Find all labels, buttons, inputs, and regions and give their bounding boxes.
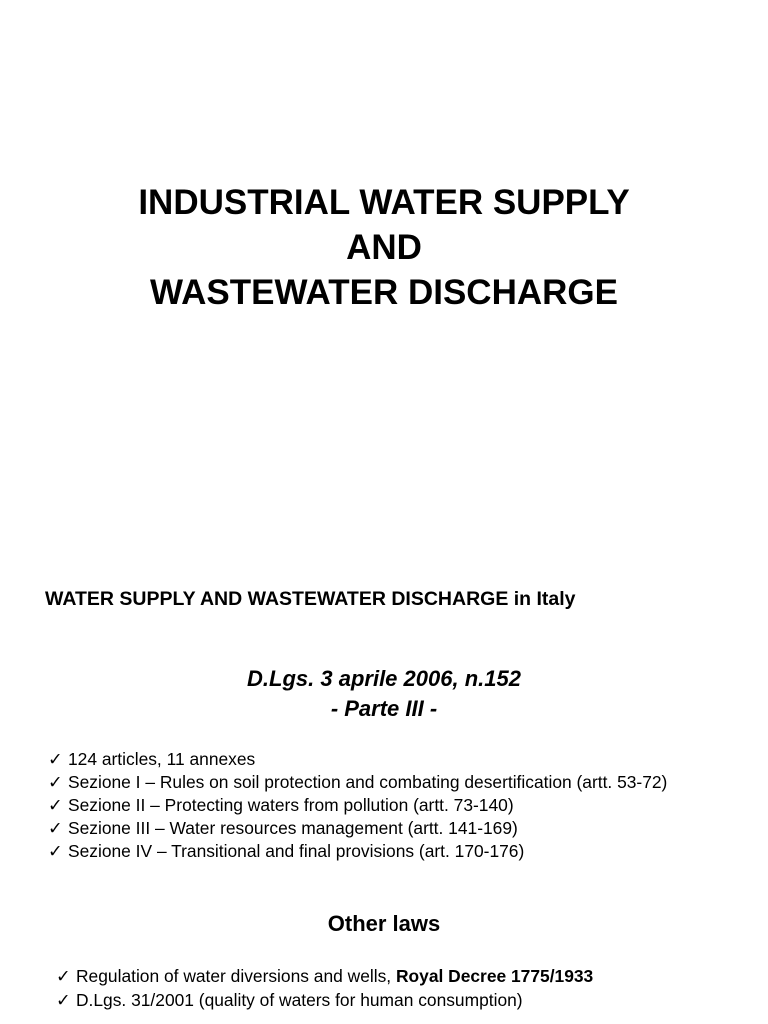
other-laws-heading: Other laws bbox=[327, 911, 441, 936]
checkmark-icon: ✓ bbox=[48, 818, 63, 838]
document-title bbox=[0, 180, 768, 315]
checkmark-icon: ✓ bbox=[48, 795, 63, 815]
list-item bbox=[56, 988, 736, 1012]
list-item bbox=[48, 840, 722, 863]
list-item-text: Sezione IV – Transitional and final provisions (art. 170-176) bbox=[68, 841, 525, 861]
law-reference bbox=[0, 664, 768, 724]
list-item bbox=[48, 817, 722, 840]
title-line-1: INDUSTRIAL WATER SUPPLY bbox=[138, 183, 630, 222]
law-contents-list bbox=[48, 748, 722, 863]
list-item bbox=[48, 771, 722, 794]
law-name: D.Lgs. 3 aprile 2006, n.152 bbox=[247, 666, 521, 691]
list-item-text: Regulation of water diversions and wells, bbox=[76, 966, 396, 986]
list-item-text: Sezione II – Protecting waters from pollution (artt. 73-140) bbox=[68, 795, 514, 815]
checkmark-icon: ✓ bbox=[48, 772, 63, 792]
list-item-text: D.Lgs. 31/2001 (quality of waters for human consumption) bbox=[76, 990, 523, 1010]
list-item-text: 124 articles, 11 annexes bbox=[68, 749, 256, 769]
other-laws-list bbox=[56, 964, 736, 1012]
checkmark-icon: ✓ bbox=[56, 966, 71, 986]
list-item-text: Sezione III – Water resources management (artt. 141-169) bbox=[68, 818, 518, 838]
list-item-bold-text: Royal Decree 1775/1933 bbox=[395, 966, 594, 986]
list-item-text: Sezione I – Rules on soil protection and combating desertification (artt. 53-72) bbox=[68, 772, 668, 792]
law-part: - Parte III - bbox=[330, 696, 438, 721]
section-heading: WATER SUPPLY AND WASTEWATER DISCHARGE in Italy bbox=[45, 588, 576, 610]
list-item bbox=[48, 794, 722, 817]
checkmark-icon: ✓ bbox=[48, 749, 63, 769]
checkmark-icon: ✓ bbox=[56, 990, 71, 1010]
checkmark-icon: ✓ bbox=[48, 841, 63, 861]
title-line-2: AND bbox=[346, 228, 422, 267]
list-item bbox=[48, 748, 722, 771]
list-item bbox=[56, 964, 736, 988]
title-line-3: WASTEWATER DISCHARGE bbox=[150, 273, 618, 312]
